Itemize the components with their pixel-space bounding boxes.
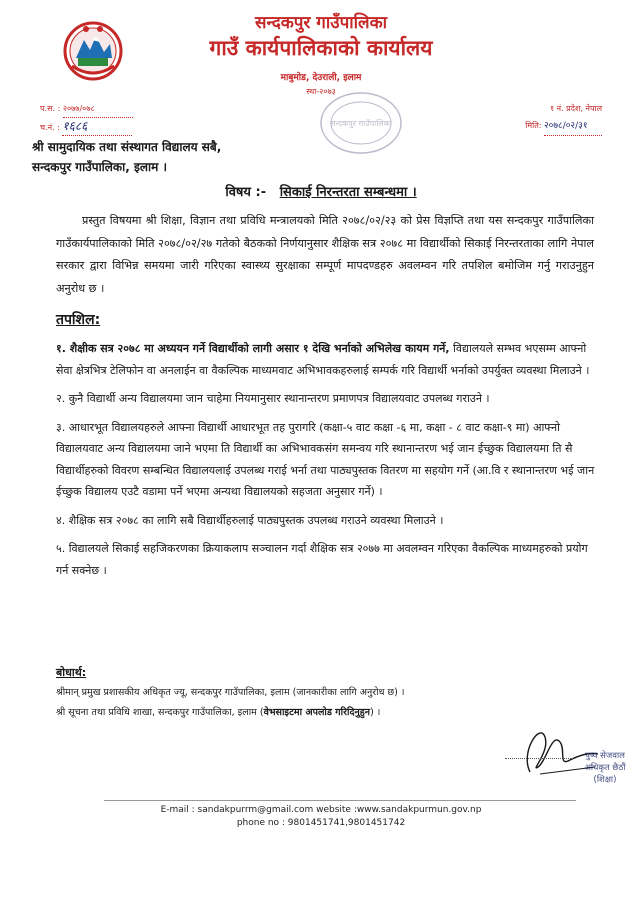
office-name: गाउँ कार्यपालिकाको कार्यालय <box>209 36 433 60</box>
patra-value: २०७७/०७८ <box>63 100 133 118</box>
patra-label: प.स. : <box>40 104 61 113</box>
item-text: ३. आधारभूत विद्यालयहरुले आफ्ना विद्यार्थी आधारभूत तह पुरागरि (कक्षा-५ वाट कक्षा -६ मा, कक्षा - ८ वाट कक्षा-९ मा) आफ्नो विद्यालयवाट अन्य विद्यालयमा जाने भएमा ति विद्यार्थी का अभिभावकसंग समन्वय गरि स्थानान्तरण भई जान ईच्छुक विद्यालयमा ति सै विद्यार्थीहरुको विवरण सम्बन्धित विद्यालयलाई उपलब्ध गराई भर्ना तथा पाठ्यपुस्तक वितरण मा सहयोग गर्ने (आ.वि र स्थानान्तरण भई जान ईच्छुक विद्यालय एउटै वडामा पर्ने भएमा अन्यथा विद्यालयको सहजता अनुसार गर्ने) । <box>56 420 595 498</box>
subject-line <box>0 182 642 200</box>
subject-label: विषय :- <box>225 185 267 200</box>
signature-line <box>505 758 575 759</box>
addressee-line-1: श्री सामुदायिक तथा संस्थागत विद्यालय सबै, <box>32 140 222 154</box>
cc-item-bold: वेभसाइटमा अपलोड गरिदिनुहुन <box>263 707 371 718</box>
list-item <box>56 417 600 503</box>
bodharth-heading: बोधार्थ: <box>56 666 87 679</box>
item-text: ५. विद्यालयले सिकाई सहजिकरणका क्रियाकलाप सञ्चालन गर्दा शैक्षिक सत्र २०७७ मा अवलम्वन गरिएका वैकल्पिक माध्यमहरुको प्रयोग गर्न सक्नेछ । <box>56 542 588 577</box>
cc-item-text: श्री सूचना तथा प्रविधि शाखा, सन्दकपुर गाउँपालिका, इलाम ( <box>56 707 264 718</box>
list-item <box>56 388 600 410</box>
subject-text: सिकाई निरन्तरता सम्बन्धमा । <box>279 185 417 200</box>
addressee <box>32 137 221 177</box>
body-text: प्रस्तुत विषयमा श्री शिक्षा, विज्ञान तथा प्रविधि मन्त्रालयको मिति २०७८/०२/२३ को प्रेस विज्ञप्ति तथा यस सन्दकपुर गाउँपालिका गाउँकार्यपालिकाको मिति २०७८/०२/२७ गतेको बैठकको निर्णयानुसार शैक्षिक सत्र २०७८ मा विद्यार्थीको सिकाई निरन्तरताका लागि नेपाल सरकार द्वारा विभिन्न समयमा जारी गरिएका स्वास्थ्य सुरक्षाका सम्पूर्ण मापदण्डहरु अवलम्वन गरि तपशिल बमोजिम गर्नु गराउनुहुन अनुरोध छ । <box>56 214 594 295</box>
list-item <box>56 538 600 581</box>
cc-item <box>56 703 404 723</box>
item-text: ४. शैक्षिक सत्र २०७८ का लागि सबै विद्यार्थीहरुलाई पाठ्यपुस्तक उपलब्ध गराउने व्यवस्था मिलाउने । <box>56 513 444 527</box>
cc-list <box>56 683 404 723</box>
footer-divider <box>104 800 576 801</box>
footer <box>0 804 642 830</box>
addressee-line-2: सन्दकपुर गाउँपालिका, इलाम । <box>32 160 168 174</box>
signatory-title: अधिकृत छैठौं <box>584 763 626 773</box>
tapasil-list <box>56 338 600 588</box>
tapasil-heading: तपशिल: <box>56 312 101 328</box>
item-text: २. कुनै विद्यार्थी अन्य विद्यालयमा जान चाहेमा नियमानुसार स्थानान्तरण प्रमाणपत्र विद्यालयवाट उपलब्ध गराउने । <box>56 392 490 405</box>
office-stamp-icon <box>318 88 404 158</box>
signature-stamp <box>576 750 634 786</box>
body-paragraph <box>56 210 594 300</box>
municipality-name: सन्दकपुर गाउँपालिका <box>254 13 388 33</box>
date-value: २०७८/०२/३१ <box>544 118 602 136</box>
province-label: १ नं. प्रदेश, नेपाल <box>549 104 602 113</box>
item-lead: १. शैक्षीक सत्र २०७८ मा अध्ययन गर्ने विद्यार्थीको लागी असार १ देखि भर्नाको अभिलेख कायम गर्ने, <box>56 342 450 355</box>
date-label: मिति: <box>525 121 542 130</box>
established-year: स्था-२०७३ <box>306 87 336 96</box>
list-item <box>56 338 600 381</box>
cc-item-tail: ) । <box>370 707 381 718</box>
chalani-value: १६८६ <box>62 118 132 136</box>
cc-item: श्रीमान् प्रमुख प्रशासकीय अधिकृत ज्यू, सन्दकपुर गाउँपालिका, इलाम (जानकारीका लागि अनुरोध छ) । <box>56 687 405 698</box>
footer-contact: E-mail : sandakpurrm@gmail.com website :www.sandakpurmun.gov.np <box>160 805 482 815</box>
reference-block <box>40 100 133 136</box>
chalani-label: च.नं. : <box>40 123 60 132</box>
signatory-name: पुष्प सेजवाल <box>585 751 625 761</box>
signatory-dept: (शिक्षा) <box>593 775 617 785</box>
item-text: विद्यालयले सम्भव भएसम्म आफ्नो सेवा क्षेत्रभित्र टेलिफोन वा अनलाईन वा वैकल्पिक माध्यमवाट अभिभावकहरुलाई सम्पर्क गरि विद्यार्थी भर्नाको उपर्युक्त व्यवस्था मिलाउने । <box>56 342 590 377</box>
stamp-text: सन्दकपुर गाउँपालिका <box>330 119 392 128</box>
office-address: माबुमोड, देउराली, इलाम <box>280 73 362 83</box>
list-item <box>56 510 600 532</box>
date-block <box>525 100 602 136</box>
footer-phone: phone no : 9801451741,9801451742 <box>236 818 406 828</box>
